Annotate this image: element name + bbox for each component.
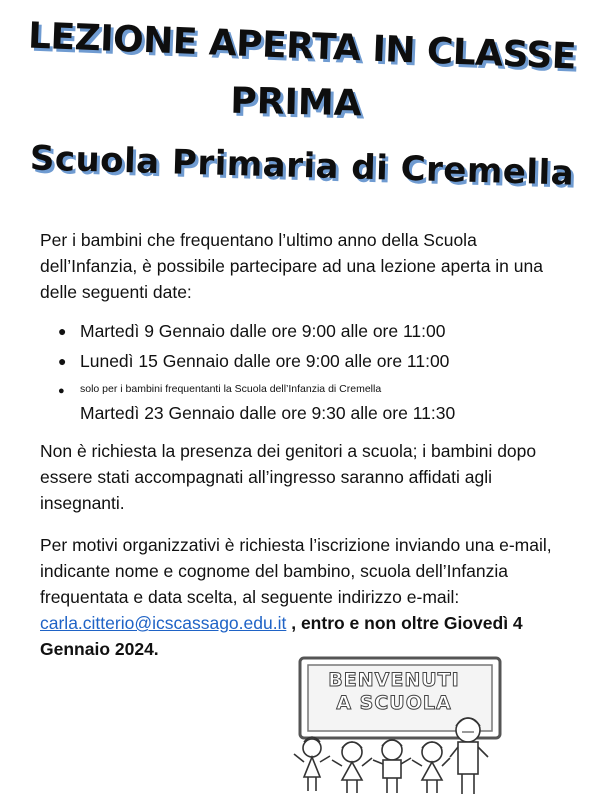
intro-paragraph: Per i bambini che frequentano l’ultimo anno della Scuola dell’Infanzia, è possibile partecipare ad una lezione aperta in una delle seguenti date: bbox=[40, 230, 543, 302]
deadline-prefix: , entro e non oltre bbox=[291, 613, 440, 633]
bullet-icon: ● bbox=[58, 323, 67, 339]
special-date-note: solo per i bambini frequentanti la Scuola dell’Infanzia di Cremella bbox=[80, 383, 382, 395]
bullet-icon: ● bbox=[58, 385, 65, 397]
board-line-2: A SCUOLA bbox=[336, 692, 452, 714]
registration-text: Per motivi organizzativi è richiesta l’iscrizione inviando una e-mail, indicante nome e cognome del bambino, scuola dell’Infanzia frequentata e data scelta, al seguente indirizzo e-mail: bbox=[40, 535, 552, 607]
parents-note: Non è richiesta la presenza dei genitori a scuola; i bambini dopo essere stati accompagnati all’ingresso saranno affidati agli insegnanti. bbox=[40, 441, 537, 513]
date-3: Martedì 23 Gennaio dalle ore 9:30 alle ore 11:30 bbox=[80, 403, 456, 423]
board-line-1: BENVENUTI bbox=[328, 669, 460, 691]
title-line-1: LEZIONE APERTA IN CLASSE bbox=[27, 15, 577, 78]
email-link[interactable]: carla.citterio@icscassago.edu.it bbox=[40, 613, 287, 633]
date-2: Lunedì 15 Gennaio dalle ore 9:00 alle ore 11:00 bbox=[80, 351, 450, 371]
date-1: Martedì 9 Gennaio dalle ore 9:00 alle ore 11:00 bbox=[80, 321, 446, 341]
list-item bbox=[58, 380, 558, 428]
dates-list bbox=[58, 316, 558, 428]
deadline-date: Giovedì 4 Gennaio 2024. bbox=[40, 613, 523, 659]
list-item bbox=[58, 316, 558, 346]
list-item bbox=[58, 346, 558, 376]
title-line-2: PRIMA bbox=[229, 80, 363, 125]
school-name: Scuola Primaria di Cremella bbox=[29, 138, 575, 194]
bullet-icon: ● bbox=[58, 353, 67, 369]
board-text bbox=[314, 669, 474, 715]
registration-paragraph bbox=[40, 532, 560, 662]
